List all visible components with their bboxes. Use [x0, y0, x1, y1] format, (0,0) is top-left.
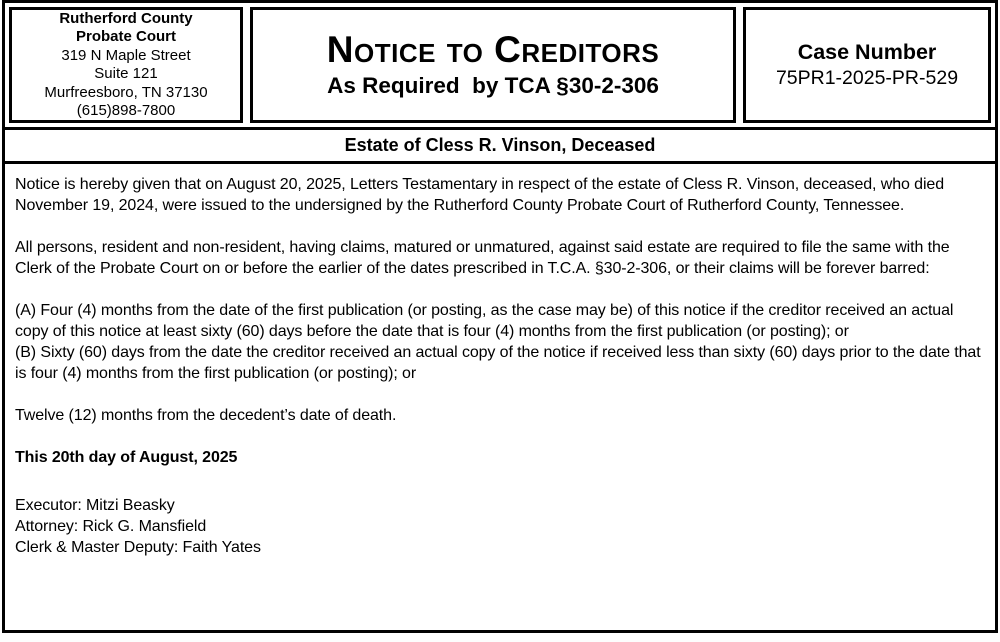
- court-address-suite: Suite 121: [94, 65, 158, 82]
- court-address-city: Murfreesboro, TN 37130: [44, 83, 208, 101]
- notice-frame: [2, 0, 998, 633]
- paragraph-letters-issued: Notice is hereby given that on August 20, 2025, Letters Testamentary in respect of the estate of Cless R. Vinson, deceased, who died November 19, 2024, were issued to the undersigned by the Rutherford County Probate Court of Rutherford County, Tennessee.: [15, 176, 944, 214]
- court-address-box: [9, 7, 243, 123]
- case-number-box: [743, 7, 991, 123]
- estate-header-text: Estate of Cless R. Vinson, Deceased: [344, 135, 656, 155]
- court-name-line1: Rutherford County: [59, 9, 193, 27]
- court-name-line2: Probate Court: [75, 28, 176, 45]
- attorney-line: Attorney: Rick G. Mansfield: [15, 518, 207, 535]
- case-number-label: Case Number: [797, 39, 937, 64]
- executor-line: Executor: Mitzi Beasky: [15, 497, 175, 514]
- notice-title-box: [250, 7, 736, 123]
- notice-subtitle: As Required by TCA §30-2-306: [327, 72, 659, 98]
- clause-a: (A) Four (4) months from the date of the first publication (or posting, as the case may be) of this notice if the creditor received an actual copy of this notice at least sixty (60) days before the date that is four (4) months from the first publication (or posting); or: [15, 302, 954, 340]
- clause-b: (B) Sixty (60) days from the date the creditor received an actual copy of the notice if received less than sixty (60) days prior to the date that is four (4) months from the first publication (or posting); or: [15, 344, 981, 382]
- dated-line: This 20th day of August, 2025: [15, 449, 238, 466]
- case-number-value: 75PR1-2025-PR-529: [775, 67, 959, 90]
- clerk-line: Clerk & Master Deputy: Faith Yates: [15, 539, 261, 556]
- court-phone: (615)898-7800: [76, 102, 176, 119]
- court-address-street: 319 N Maple Street: [61, 46, 191, 64]
- twelve-month-clause: Twelve (12) months from the decedent’s date of death.: [15, 407, 397, 424]
- notice-title: Notice to Creditors: [326, 29, 660, 71]
- notice-body: [5, 164, 995, 630]
- paragraph-claims-requirement: All persons, resident and non-resident, having claims, matured or unmatured, against said estate are required to file the same with the Clerk of the Probate Court on or before the earlier of the dates prescribed in T.C.A. §30-2-306, or their claims will be forever barred:: [15, 239, 950, 277]
- estate-header-bar: [5, 130, 995, 164]
- header-row: [5, 3, 995, 130]
